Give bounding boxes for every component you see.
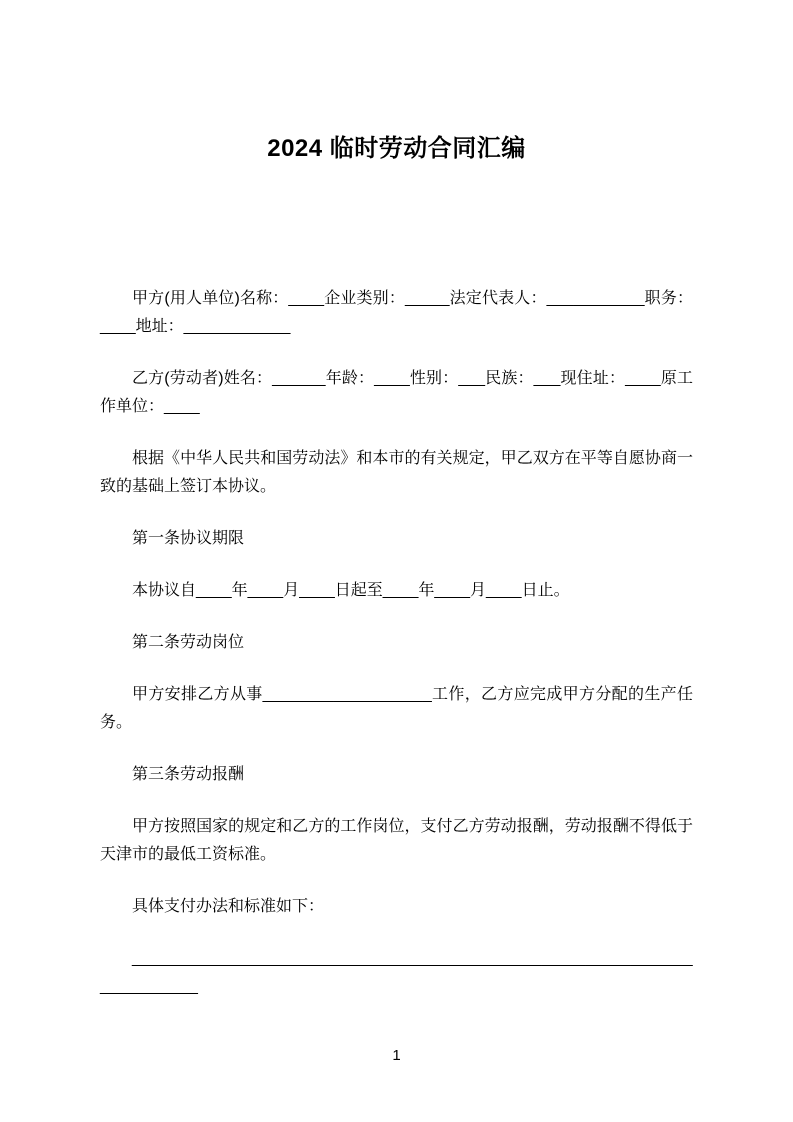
article-2-heading: 第二条劳动岗位 xyxy=(132,634,245,651)
payment-method-intro: 具体支付办法和标准如下： xyxy=(132,898,325,915)
party-b-info: 乙方(劳动者)姓名：______年龄：____性别：___民族：___现住址：____原工作单位：____ xyxy=(100,370,693,415)
blank-fill-line-2: ___________ xyxy=(100,978,198,995)
article-1-term: 本协议自____年____月____日起至____年____月____日止。 xyxy=(132,582,570,599)
article-3-heading: 第三条劳动报酬 xyxy=(132,766,245,783)
article-2-position: 甲方安排乙方从事___________________工作，乙方应完成甲方分配的生产任务。 xyxy=(100,686,693,731)
blank-fill-line-1: _______________________________________________________________ xyxy=(132,950,693,967)
party-a-info: 甲方(用人单位)名称：____企业类别：_____法定代表人：___________职务：____地址：____________ xyxy=(100,290,693,335)
article-3-payment: 甲方按照国家的规定和乙方的工作岗位，支付乙方劳动报酬，劳动报酬不得低于天津市的最低工资标准。 xyxy=(100,818,693,863)
page-number: 1 xyxy=(392,1047,401,1064)
preamble: 根据《中华人民共和国劳动法》和本市的有关规定，甲乙双方在平等自愿协商一致的基础上签订本协议。 xyxy=(100,450,693,495)
document-body xyxy=(100,285,693,1001)
document-title: 2024 临时劳动合同汇编 xyxy=(267,135,526,162)
article-1-heading: 第一条协议期限 xyxy=(132,530,245,547)
